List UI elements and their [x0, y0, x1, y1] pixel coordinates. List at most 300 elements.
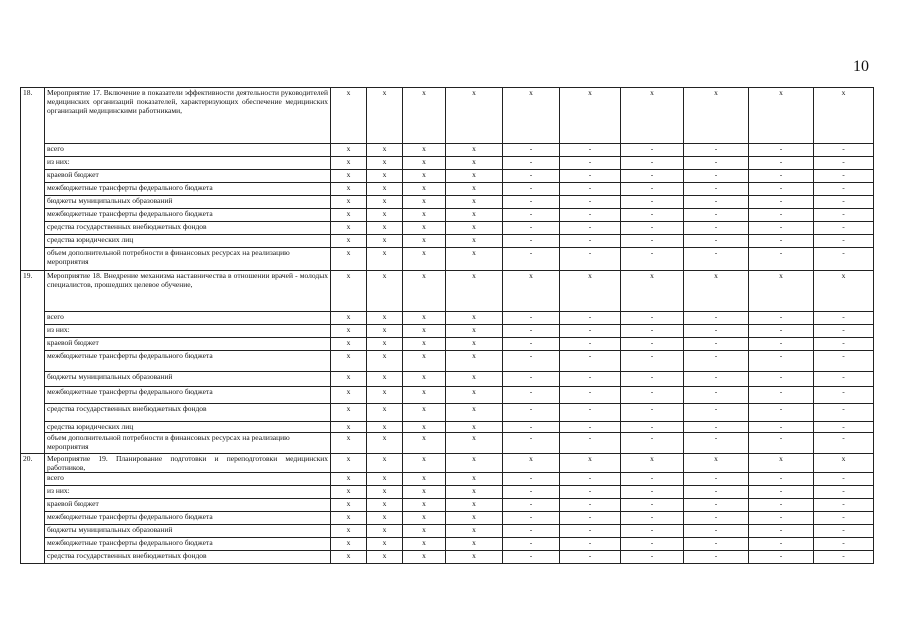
value-cell: x [367, 312, 403, 325]
value-cell: x [331, 512, 367, 525]
value-cell: x [446, 338, 503, 351]
value-cell: - [560, 512, 621, 525]
value-cell: - [814, 144, 874, 157]
funding-source-label: межбюджетные трансферты федерального бюджета [45, 351, 331, 372]
value-cell: x [446, 144, 503, 157]
value-cell: x [446, 351, 503, 372]
value-cell: - [503, 183, 560, 196]
value-cell: x [403, 88, 446, 144]
value-cell: x [367, 387, 403, 404]
value-cell: x [331, 404, 367, 422]
value-cell: - [503, 196, 560, 209]
value-cell: - [560, 473, 621, 486]
value-cell: x [446, 454, 503, 473]
value-cell: - [560, 372, 621, 387]
value-cell: - [749, 525, 814, 538]
funding-row [21, 404, 874, 422]
value-cell: x [621, 88, 684, 144]
value-cell: x [403, 271, 446, 312]
funding-source-label: всего [45, 473, 331, 486]
value-cell: - [749, 538, 814, 551]
value-cell: - [749, 404, 814, 422]
value-cell: - [560, 325, 621, 338]
value-cell: - [684, 551, 749, 564]
activity-number: 20. [21, 454, 45, 564]
value-cell: - [749, 248, 814, 271]
value-cell: - [503, 144, 560, 157]
value-cell: x [446, 209, 503, 222]
value-cell: - [814, 486, 874, 499]
value-cell: - [503, 157, 560, 170]
value-cell: x [331, 271, 367, 312]
value-cell: - [684, 473, 749, 486]
value-cell: x [403, 312, 446, 325]
value-cell: - [560, 248, 621, 271]
value-cell: - [503, 235, 560, 248]
value-cell: - [814, 209, 874, 222]
funding-source-label: краевой бюджет [45, 170, 331, 183]
value-cell: - [814, 433, 874, 454]
funding-row [21, 422, 874, 433]
value-cell: x [331, 351, 367, 372]
value-cell: x [367, 271, 403, 312]
value-cell: x [331, 144, 367, 157]
value-cell: - [621, 473, 684, 486]
value-cell: - [621, 525, 684, 538]
value-cell: - [560, 235, 621, 248]
value-cell: x [331, 551, 367, 564]
funding-row [21, 170, 874, 183]
value-cell: x [446, 499, 503, 512]
value-cell: x [446, 325, 503, 338]
value-cell: - [503, 248, 560, 271]
funding-row [21, 499, 874, 512]
funding-source-label: межбюджетные трансферты федерального бюджета [45, 512, 331, 525]
value-cell: - [749, 473, 814, 486]
value-cell: - [684, 248, 749, 271]
funding-row [21, 183, 874, 196]
value-cell: x [814, 454, 874, 473]
value-cell: - [749, 183, 814, 196]
funding-row [21, 525, 874, 538]
value-cell: x [367, 209, 403, 222]
value-cell: x [367, 473, 403, 486]
value-cell: x [403, 157, 446, 170]
value-cell: - [560, 157, 621, 170]
value-cell: - [503, 433, 560, 454]
funding-row [21, 312, 874, 325]
value-cell: - [749, 486, 814, 499]
value-cell: x [446, 235, 503, 248]
value-cell: x [446, 312, 503, 325]
value-cell: - [684, 486, 749, 499]
value-cell: x [814, 88, 874, 144]
value-cell: - [560, 351, 621, 372]
activity-title: Мероприятие 19. Планирование подготовки и переподготовки медицинских работников, [45, 454, 331, 473]
value-cell: - [621, 183, 684, 196]
value-cell: - [503, 404, 560, 422]
value-cell: - [749, 512, 814, 525]
value-cell: - [684, 387, 749, 404]
value-cell: x [446, 512, 503, 525]
value-cell: x [446, 157, 503, 170]
value-cell: - [814, 351, 874, 372]
value-cell: x [446, 538, 503, 551]
value-cell: - [749, 312, 814, 325]
activity-number: 19. [21, 271, 45, 454]
value-cell: - [621, 222, 684, 235]
value-cell: x [367, 372, 403, 387]
value-cell: x [446, 387, 503, 404]
value-cell: - [814, 338, 874, 351]
value-cell: - [814, 387, 874, 404]
value-cell: - [560, 338, 621, 351]
value-cell: - [503, 499, 560, 512]
value-cell: x [331, 157, 367, 170]
activity-title-row [21, 88, 874, 144]
value-cell: - [684, 196, 749, 209]
value-cell: x [403, 525, 446, 538]
value-cell: x [331, 222, 367, 235]
value-cell: x [814, 271, 874, 312]
value-cell: - [621, 157, 684, 170]
funding-row [21, 209, 874, 222]
value-cell: x [331, 183, 367, 196]
activity-title: Мероприятие 17. Включение в показатели эффективности деятельности руководителей медицинских организаций показателей, характеризующих обеспечение медицинских организаций медицинскими работниками, [45, 88, 331, 144]
value-cell: - [749, 325, 814, 338]
activity-title-row [21, 454, 874, 473]
value-cell: x [367, 525, 403, 538]
value-cell: - [749, 499, 814, 512]
funding-row [21, 222, 874, 235]
value-cell: - [621, 538, 684, 551]
funding-source-label: всего [45, 144, 331, 157]
value-cell: - [503, 351, 560, 372]
value-cell: x [403, 170, 446, 183]
value-cell: - [621, 486, 684, 499]
value-cell: - [621, 512, 684, 525]
value-cell: x [446, 404, 503, 422]
value-cell: x [403, 387, 446, 404]
value-cell: - [621, 209, 684, 222]
value-cell: x [403, 454, 446, 473]
value-cell: - [560, 144, 621, 157]
value-cell: x [331, 248, 367, 271]
funding-row [21, 538, 874, 551]
funding-row [21, 196, 874, 209]
value-cell: - [684, 325, 749, 338]
value-cell: - [503, 170, 560, 183]
value-cell: - [621, 235, 684, 248]
value-cell: - [621, 196, 684, 209]
value-cell: - [749, 235, 814, 248]
value-cell: x [331, 486, 367, 499]
value-cell: x [367, 499, 403, 512]
value-cell: x [331, 387, 367, 404]
value-cell: - [684, 338, 749, 351]
value-cell: - [814, 222, 874, 235]
value-cell: x [560, 271, 621, 312]
value-cell: x [403, 338, 446, 351]
value-cell: - [814, 235, 874, 248]
value-cell: - [560, 486, 621, 499]
value-cell: - [684, 312, 749, 325]
funding-source-label: из них: [45, 157, 331, 170]
value-cell: x [446, 183, 503, 196]
value-cell: - [560, 196, 621, 209]
value-cell: x [367, 235, 403, 248]
value-cell: - [560, 404, 621, 422]
value-cell: x [403, 196, 446, 209]
value-cell: x [403, 486, 446, 499]
value-cell: - [684, 144, 749, 157]
value-cell: x [331, 196, 367, 209]
value-cell: x [403, 209, 446, 222]
value-cell: - [814, 372, 874, 387]
value-cell: x [403, 183, 446, 196]
value-cell: - [684, 209, 749, 222]
funding-row [21, 157, 874, 170]
value-cell: x [446, 222, 503, 235]
value-cell: - [621, 433, 684, 454]
funding-source-label: объем дополнительной потребности в финансовых ресурсах на реализацию мероприятия [45, 433, 331, 454]
value-cell: - [503, 525, 560, 538]
value-cell: x [560, 88, 621, 144]
value-cell: x [403, 372, 446, 387]
value-cell: x [367, 196, 403, 209]
funding-source-label: межбюджетные трансферты федерального бюджета [45, 183, 331, 196]
value-cell: x [367, 351, 403, 372]
value-cell: - [684, 222, 749, 235]
funding-source-label: из них: [45, 486, 331, 499]
value-cell: - [621, 551, 684, 564]
value-cell: - [560, 433, 621, 454]
funding-row [21, 473, 874, 486]
page-number: 10 [853, 58, 869, 75]
value-cell: - [749, 222, 814, 235]
value-cell: - [621, 387, 684, 404]
value-cell: x [446, 271, 503, 312]
value-cell: x [446, 551, 503, 564]
activity-title-row [21, 271, 874, 312]
value-cell: x [331, 325, 367, 338]
value-cell: - [560, 312, 621, 325]
value-cell: - [814, 422, 874, 433]
value-cell: x [446, 248, 503, 271]
value-cell: x [403, 248, 446, 271]
value-cell: - [621, 338, 684, 351]
funding-source-label: средства юридических лиц [45, 422, 331, 433]
value-cell: x [446, 196, 503, 209]
value-cell: x [367, 170, 403, 183]
value-cell: - [503, 312, 560, 325]
value-cell: - [749, 170, 814, 183]
funding-source-label: объем дополнительной потребности в финансовых ресурсах на реализацию мероприятия [45, 248, 331, 271]
value-cell: - [621, 372, 684, 387]
value-cell: - [503, 538, 560, 551]
funding-row [21, 338, 874, 351]
value-cell: x [621, 271, 684, 312]
value-cell: - [684, 422, 749, 433]
value-cell: x [367, 486, 403, 499]
value-cell: x [403, 325, 446, 338]
value-cell: x [403, 422, 446, 433]
value-cell: x [331, 338, 367, 351]
value-cell: - [814, 473, 874, 486]
funding-source-label: средства государственных внебюджетных фондов [45, 404, 331, 422]
value-cell: - [814, 525, 874, 538]
value-cell: x [367, 538, 403, 551]
value-cell: - [684, 183, 749, 196]
funding-source-label: бюджеты муниципальных образований [45, 196, 331, 209]
value-cell: x [403, 404, 446, 422]
value-cell: x [446, 433, 503, 454]
value-cell: - [560, 170, 621, 183]
value-cell: - [621, 248, 684, 271]
value-cell: x [403, 551, 446, 564]
value-cell: x [367, 248, 403, 271]
value-cell: x [403, 538, 446, 551]
value-cell: x [331, 312, 367, 325]
value-cell: - [560, 222, 621, 235]
value-cell: - [749, 422, 814, 433]
value-cell: - [814, 538, 874, 551]
value-cell: x [446, 486, 503, 499]
value-cell: - [621, 170, 684, 183]
value-cell: x [367, 157, 403, 170]
value-cell: x [367, 404, 403, 422]
value-cell: - [560, 499, 621, 512]
value-cell: x [403, 351, 446, 372]
value-cell: - [749, 196, 814, 209]
funding-source-label: средства юридических лиц [45, 235, 331, 248]
funding-source-label: межбюджетные трансферты федерального бюджета [45, 209, 331, 222]
value-cell: - [684, 170, 749, 183]
value-cell: - [814, 499, 874, 512]
value-cell: x [446, 88, 503, 144]
value-cell: - [560, 538, 621, 551]
value-cell: - [814, 404, 874, 422]
value-cell: - [503, 325, 560, 338]
value-cell: - [684, 351, 749, 372]
value-cell: - [503, 486, 560, 499]
value-cell: - [560, 422, 621, 433]
funding-row [21, 551, 874, 564]
value-cell: - [684, 433, 749, 454]
value-cell: - [621, 351, 684, 372]
value-cell: - [814, 157, 874, 170]
value-cell: - [560, 183, 621, 196]
value-cell: x [331, 422, 367, 433]
value-cell: x [446, 170, 503, 183]
funding-row [21, 248, 874, 271]
value-cell: x [560, 454, 621, 473]
value-cell: x [367, 325, 403, 338]
value-cell: - [814, 551, 874, 564]
activity-title: Мероприятие 18. Внедрение механизма наставничества в отношении врачей - молодых специалистов, прошедших целевое обучение, [45, 271, 331, 312]
value-cell: x [684, 88, 749, 144]
value-cell: - [621, 422, 684, 433]
value-cell: - [621, 312, 684, 325]
funding-row [21, 486, 874, 499]
value-cell: - [814, 325, 874, 338]
funding-source-label: средства государственных внебюджетных фондов [45, 551, 331, 564]
value-cell: x [331, 473, 367, 486]
value-cell: - [560, 387, 621, 404]
value-cell: x [403, 473, 446, 486]
funding-source-label: краевой бюджет [45, 499, 331, 512]
value-cell: - [503, 512, 560, 525]
value-cell: x [446, 372, 503, 387]
value-cell: - [503, 209, 560, 222]
value-cell: - [749, 144, 814, 157]
funding-row [21, 372, 874, 387]
value-cell: - [560, 525, 621, 538]
activity-number: 18. [21, 88, 45, 271]
funding-source-label: из них: [45, 325, 331, 338]
value-cell: x [367, 144, 403, 157]
funding-row [21, 387, 874, 404]
value-cell: - [814, 248, 874, 271]
value-cell: x [403, 144, 446, 157]
value-cell: - [684, 404, 749, 422]
value-cell: x [331, 499, 367, 512]
value-cell: x [331, 525, 367, 538]
value-cell: x [367, 512, 403, 525]
funding-source-label: межбюджетные трансферты федерального бюджета [45, 538, 331, 551]
value-cell: x [331, 538, 367, 551]
value-cell: - [814, 183, 874, 196]
funding-row [21, 512, 874, 525]
value-cell: x [446, 473, 503, 486]
value-cell: x [331, 433, 367, 454]
funding-row [21, 235, 874, 248]
program-activities-table [20, 87, 874, 564]
value-cell: - [503, 222, 560, 235]
funding-source-label: бюджеты муниципальных образований [45, 525, 331, 538]
value-cell: - [621, 325, 684, 338]
value-cell: x [403, 433, 446, 454]
value-cell: - [749, 157, 814, 170]
value-cell: x [331, 209, 367, 222]
funding-row [21, 351, 874, 372]
value-cell: - [749, 372, 814, 387]
value-cell: x [684, 454, 749, 473]
funding-source-label: средства государственных внебюджетных фондов [45, 222, 331, 235]
value-cell: x [503, 454, 560, 473]
value-cell: x [403, 222, 446, 235]
value-cell: - [684, 235, 749, 248]
value-cell: x [403, 235, 446, 248]
funding-source-label: краевой бюджет [45, 338, 331, 351]
value-cell: - [503, 387, 560, 404]
value-cell: x [749, 454, 814, 473]
value-cell: x [367, 422, 403, 433]
value-cell: x [367, 222, 403, 235]
value-cell: x [367, 454, 403, 473]
value-cell: x [503, 88, 560, 144]
value-cell: - [684, 372, 749, 387]
value-cell: - [749, 338, 814, 351]
value-cell: x [331, 235, 367, 248]
value-cell: - [684, 538, 749, 551]
value-cell: - [560, 209, 621, 222]
value-cell: - [621, 404, 684, 422]
funding-row [21, 433, 874, 454]
funding-row [21, 144, 874, 157]
value-cell: x [403, 499, 446, 512]
value-cell: x [331, 372, 367, 387]
